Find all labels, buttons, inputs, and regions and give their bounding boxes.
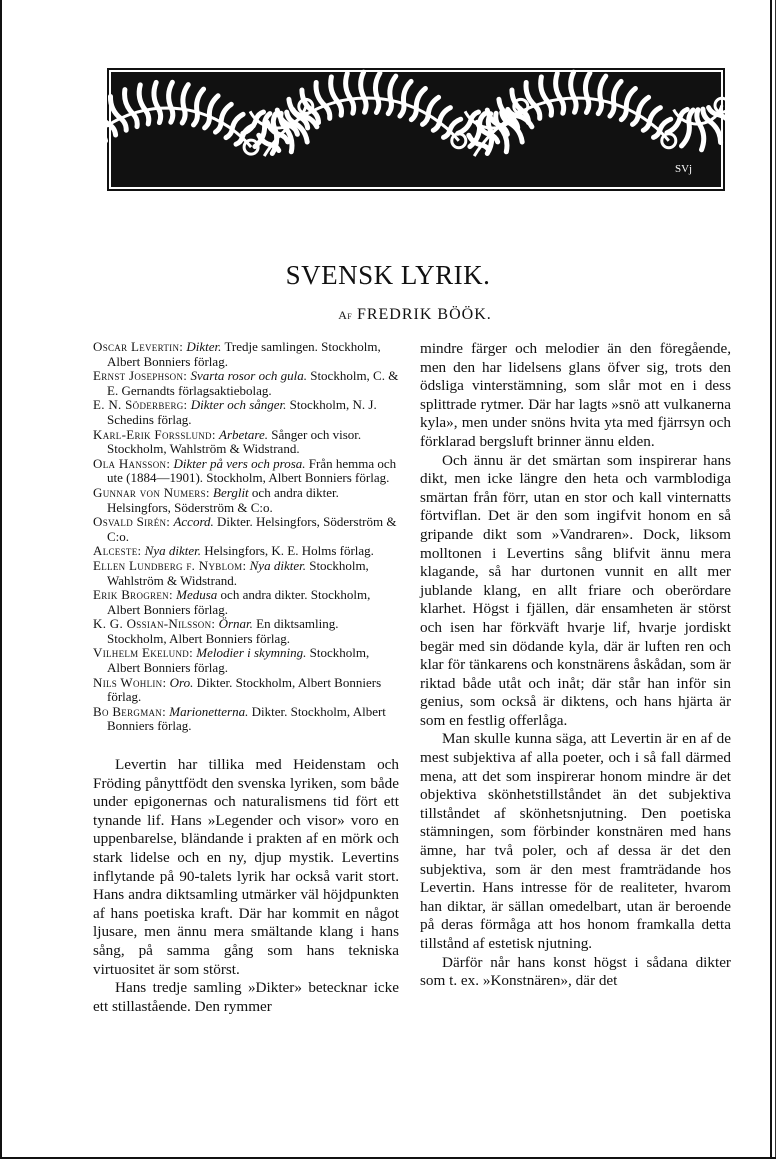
left-column xyxy=(93,340,399,1016)
bib-details: Helsingfors, K. E. Holms förlag. xyxy=(204,543,374,559)
bibliography-entry xyxy=(93,340,399,369)
bib-author: Nils Wohlin: xyxy=(93,674,167,690)
left-body-text xyxy=(93,756,399,1016)
bibliography-entry xyxy=(93,676,399,705)
bib-title: Dikter. xyxy=(186,339,222,354)
bib-author: K. G. Ossian-Nilsson: xyxy=(93,616,216,632)
bib-details: Stockholm, N. J. Schedins förlag. xyxy=(107,397,377,427)
bibliography-entry xyxy=(93,544,399,559)
bib-details: En diktsamling. Stockholm, Albert Bonniers förlag. xyxy=(107,616,339,646)
bib-details: Sånger och visor. Stockholm, Wahlström & Widstrand. xyxy=(107,426,362,457)
bib-author: E. N. Söderberg: xyxy=(93,397,188,413)
bib-details: Stockholm, C. & E. Gernandts förlagsaktiebolag. xyxy=(107,368,399,398)
bib-details: Dikter. Helsingfors, Söderström & C:o. xyxy=(107,514,397,544)
bibliography-entry xyxy=(93,457,399,486)
bib-title: Nya dikter. xyxy=(249,557,306,573)
bibliography-entry xyxy=(93,705,399,734)
bib-title: Dikter på vers och prosa. xyxy=(173,455,306,471)
article-byline xyxy=(0,306,776,324)
bibliography-entry xyxy=(93,515,399,544)
bib-author: Alceste: xyxy=(93,543,142,559)
body-paragraph: Därför når hans konst högst i sådana dikter som t. ex. »Konstnären», där det xyxy=(420,953,731,990)
body-paragraph: Man skulle kunna säga, att Levertin är en af de mest subjektiva af alla poeter, och i så fall därmed mena, att det som inspirerar honom mindre är det objektiva skönhetstillståndet än det subjektiva tillståndet af skönhetsnjutning. Den poetiska stämningen, som förbinder konstnären med hans ämne, har två poler, och af dessa är det den subjektiva, som är den mest framträdande hos Levertin. Hans intresse för de realiteter, hvarom han diktar, är sällan omedelbart, utan är beroende på deras förmåga att hos honom framkalla detta tillstånd af estetisk njutning. xyxy=(420,730,731,952)
bibliography-entry xyxy=(93,486,399,515)
bibliography-entry xyxy=(93,588,399,617)
bib-author: Ola Hansson: xyxy=(93,455,171,471)
bib-author: Vilhelm Ekelund: xyxy=(93,645,193,661)
page-border-right xyxy=(770,0,772,1159)
body-paragraph: Levertin har tillika med Heidenstam och Fröding pånyttfödt den svenska lyriken, som både under epigonernas och naturalismens tid fört ett tynande lif. Hans »Legender och visor» voro en uppenbarelse, bländande i prakten af en mörk och stark lidelse och en ny, djup mystik. Levertins inflytande på 90-talets lyrik har också varit stort. Hans andra diktsamling utmärker väl höjdpunkten af hans poetiska kraft. Där har kommit en något ljusare, men ännu mera smältande klang i hans sång, på samma gång som hans tekniska virtuositet är som störst. xyxy=(93,756,399,978)
ornament-monogram: SVj xyxy=(675,163,693,175)
bibliography-entry xyxy=(93,559,399,588)
bib-title: Nya dikter. xyxy=(144,543,201,559)
bib-details: Från hemma och ute (1884—1901). Stockholm, Albert Bonniers förlag. xyxy=(107,455,397,486)
bib-author: Karl-Erik Forsslund: xyxy=(93,426,216,442)
bib-details: och andra dikter. Stockholm, Albert Bonniers förlag. xyxy=(107,587,371,617)
bib-title: Marionetterna. xyxy=(169,703,249,719)
bib-title: Melodier i skymning. xyxy=(196,645,307,661)
bibliography-entry xyxy=(93,369,399,398)
bib-title: Örnar. xyxy=(218,616,253,632)
byline-author: FREDRIK BÖÖK. xyxy=(356,306,492,323)
article-title: SVENSK LYRIK. xyxy=(285,260,491,290)
bib-title: Arbetare. xyxy=(219,426,268,442)
body-paragraph: Hans tredje samling »Dikter» betecknar icke ett stillastående. Den rymmer xyxy=(93,979,399,1015)
bib-title: Dikter och sånger. xyxy=(190,397,287,413)
bibliography-entry xyxy=(93,398,399,427)
bib-title: Svarta rosor och gula. xyxy=(190,368,307,384)
bib-details: Dikter. Stockholm, Albert Bonniers förlag. xyxy=(107,703,386,734)
bib-details: och andra dikter. Helsingfors, Söderström & C:o. xyxy=(107,484,339,515)
bibliography-entry xyxy=(93,428,399,457)
bib-author: Osvald Sirén: xyxy=(93,514,171,530)
bib-author: Oscar Levertin: xyxy=(93,339,184,354)
bib-author: Gunnar von Numers: xyxy=(93,484,210,500)
bibliography-entry xyxy=(93,646,399,675)
bib-details: Stockholm, Albert Bonniers förlag. xyxy=(107,645,370,676)
bib-author: Ernst Josephson: xyxy=(93,368,188,384)
bib-details: Stockholm, Wahlström & Widstrand. xyxy=(107,557,369,588)
bib-title: Medusa xyxy=(176,587,218,603)
bib-details: Dikter. Stockholm, Albert Bonniers förlag. xyxy=(107,674,382,705)
bib-author: Bo Bergman: xyxy=(93,703,167,719)
fern-frieze-ornament xyxy=(107,68,725,191)
byline-prefix: Af xyxy=(338,308,352,322)
body-paragraph: Och ännu är det smärtan som inspirerar hans dikt, men icke längre den heta och varmblodiga smärtan från förr, utan en stor och kall vinternatts förtviflan. Det är den som ingifvit honom en så gripande dikt som »Vandraren». Dock, liksom molltonen i Levertins sång blifvit ännu mera klagande, så har durtonen vunnit en allt mer jublande klang, en allt friare och oberördare klarhet. Högst i fjällen, där ensamheten är störst och isen har förkväft hvarje lif, hvarje jordiskt begär med sin dödande kyla, där är luften ren och klar för tänkarens och konstnärens åskådan, som är riktad både utåt och inåt; där står han inför sin genius, som också är diktens, och hans hjärta är som en festlig offerlåga. xyxy=(420,451,731,729)
bibliography-list xyxy=(93,340,399,734)
right-column xyxy=(420,340,731,991)
bibliography-entry xyxy=(93,617,399,646)
bib-title: Berglit xyxy=(213,484,249,500)
bib-title: Accord. xyxy=(173,514,214,530)
bib-author: Ellen Lundberg f. Nyblom: xyxy=(93,557,247,573)
bib-author: Erik Brogren: xyxy=(93,587,173,603)
body-paragraph: mindre färger och melodier än den föregående, men den har lidelsens glans öfver sig, trots den ödsliga vinterstämning, som slår mot en i dess splittrade rytmer. Där har lagts »snö att vulkanerna kyla», men under snöns hvita yta med fjärrsyn och förklarad bergsluft brinner ännu elden. xyxy=(420,340,731,450)
bib-title: Oro. xyxy=(169,674,194,690)
bib-details: Tredje samlingen. Stockholm, Albert Bonniers förlag. xyxy=(107,339,381,369)
page-border-left xyxy=(0,0,2,1159)
